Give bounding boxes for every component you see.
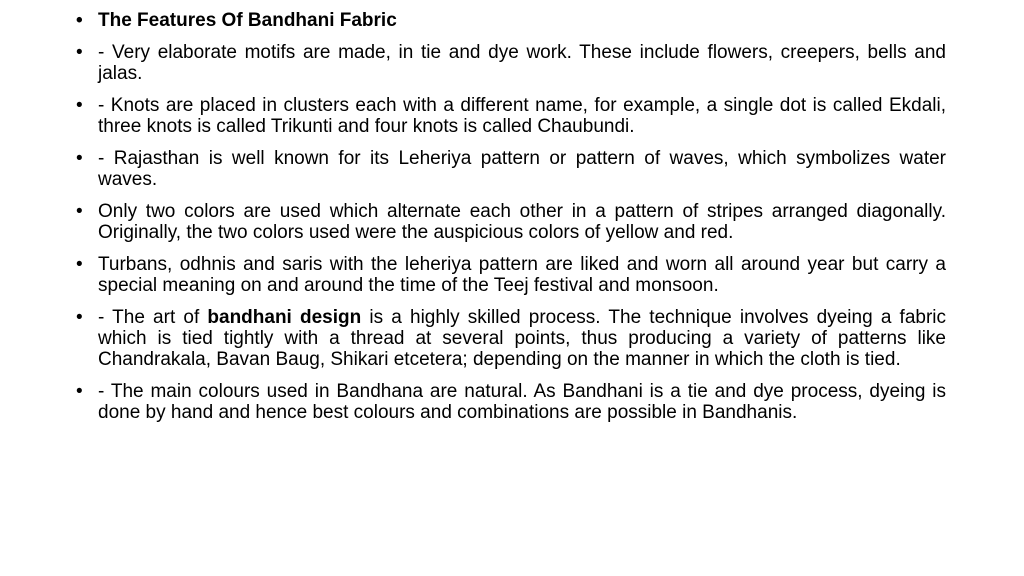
bullet-text: Turbans, odhnis and saris with the leheriya pattern are liked and worn all around year but carry a special meaning on and around the time of the Teej festival and monsoon. <box>98 254 946 296</box>
bullet-item <box>76 254 946 296</box>
bullet-list <box>76 10 946 423</box>
bullet-text: - Very elaborate motifs are made, in tie and dye work. These include flowers, creepers, bells and jalas. <box>98 42 946 84</box>
bullet-item <box>76 95 946 137</box>
slide-content <box>76 10 946 434</box>
bullet-text: - Rajasthan is well known for its Leheriya pattern or pattern of waves, which symbolizes water waves. <box>98 148 946 190</box>
bullet-heading <box>76 10 946 31</box>
bullet-text: - Knots are placed in clusters each with a different name, for example, a single dot is called Ekdali, three knots is called Trikunti and four knots is called Chaubundi. <box>98 95 946 137</box>
bullet-item <box>76 307 946 370</box>
bullet-item <box>76 201 946 243</box>
bullet-item <box>76 42 946 84</box>
bullet-text: - The main colours used in Bandhana are natural. As Bandhani is a tie and dye process, dyeing is done by hand and hence best colours and combinations are possible in Bandhanis. <box>98 381 946 423</box>
bullet-text-bold: bandhani design <box>207 307 362 328</box>
bullet-text-post: is a highly skilled process. The technique involves dyeing a fabric which is tied tightly with a thread at several points, thus producing a variety of patterns like Chandrakala, Bavan Baug, Shikari etcetera; depending on the manner in which the cloth is tied. <box>98 307 947 370</box>
bullet-item <box>76 381 946 423</box>
bullet-item <box>76 148 946 190</box>
bullet-text: Only two colors are used which alternate each other in a pattern of stripes arranged diagonally. Originally, the two colors used were the auspicious colors of yellow and red. <box>98 201 946 243</box>
bullet-text: The Features Of Bandhani Fabric <box>98 10 397 31</box>
bullet-text-pre: - The art of <box>98 307 208 328</box>
